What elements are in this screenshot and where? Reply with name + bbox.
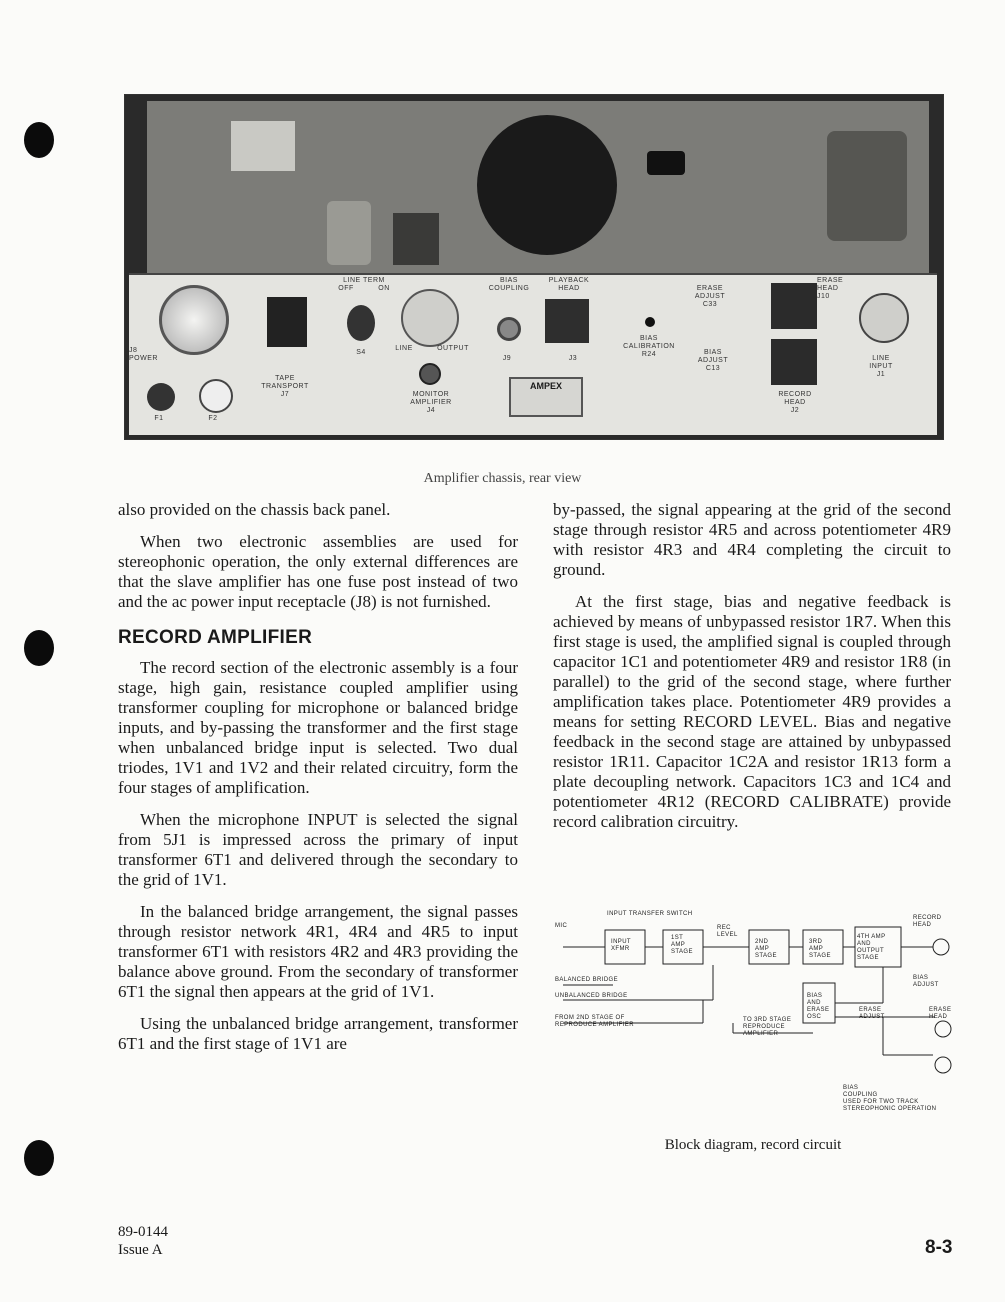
- paragraph: Using the unbalanced bridge arrangement, transformer 6T1 and the first stage of 1V1 are: [118, 1014, 518, 1053]
- to-3rd-stage-label: TO 3RD STAGE REPRODUCE AMPLIFIER: [743, 1017, 792, 1037]
- input-transformer-can: [827, 131, 907, 241]
- label-on: ON: [378, 285, 390, 292]
- second-amp-label: 2ND AMP STAGE: [755, 939, 777, 959]
- paragraph: by-passed, the signal appearing at the grid of the second stage through resistor 4R5 and across potentiometer 4R9 with resistor 4R3 and 4R4 completing the circuit to ground.: [553, 500, 951, 579]
- bias-adjust-label: BIAS ADJUST: [913, 975, 939, 988]
- label-monitor-amplifier: MONITOR AMPLIFIER J4: [410, 391, 452, 414]
- nameplate: [509, 377, 583, 417]
- amplifier-chassis-photo: [124, 94, 944, 440]
- nameplate-text: AMPEX: [529, 381, 562, 391]
- label-j9: J9: [502, 355, 512, 362]
- doc-number: 89-0144: [118, 1224, 168, 1240]
- input-xfmr-label: INPUT XFMR: [611, 939, 631, 952]
- page-number: 8-3: [925, 1237, 953, 1258]
- label-playback-head: PLAYBACK HEAD: [548, 277, 590, 292]
- j1-line-input[interactable]: [859, 293, 909, 343]
- issue-label: Issue A: [118, 1242, 163, 1258]
- j10-erase-head[interactable]: [771, 283, 817, 329]
- label-line-term: LINE TERM: [343, 277, 385, 284]
- binder-hole-middle: [24, 630, 54, 666]
- line-output-connector[interactable]: [401, 289, 459, 347]
- paragraph: At the first stage, bias and negative feedback is achieved by means of unbypassed resistor 1R7. When this first stage is used, the amplified signal is coupled through capacitor 1C1 and potentiometer 4R9 and resistor 1R8 (in parallel) to the grid of the second stage, where further amplification takes place. Potentiometer 4R9 provides a means for setting RECORD LEVEL. Bias and negative feedback in the second stage are attained by unbypassed resistor 1R11. Capacitor 1C2A and resistor 1R13 form a plate decoupling network. Capacitors 1C3 and 1C4 and potentiometer 4R12 (RECORD CALIBRATE) provide record calibration circuitry.: [553, 592, 951, 831]
- record-block-diagram: [553, 905, 963, 1125]
- right-column: [553, 500, 951, 844]
- photo-caption: Amplifier chassis, rear view: [423, 471, 582, 486]
- from-2nd-stage-label: FROM 2ND STAGE OF REPRODUCE AMPLIFIER: [555, 1015, 634, 1028]
- label-erase-adjust: ERASE ADJUST C33: [694, 285, 726, 308]
- balanced-bridge-label: BALANCED BRIDGE: [555, 977, 619, 983]
- fuse-f2[interactable]: [199, 379, 233, 413]
- label-bias-coupling: BIAS COUPLING: [488, 277, 530, 292]
- fuse-f1[interactable]: [147, 383, 175, 411]
- binder-hole-bottom: [24, 1140, 54, 1176]
- j3-playback-head[interactable]: [545, 299, 589, 343]
- label-record-head: RECORD HEAD J2: [778, 391, 812, 414]
- bias-coupling-note: BIAS COUPLING USED FOR TWO TRACK STEREOPHONIC OPERATION: [843, 1085, 937, 1112]
- label-f1: F1: [154, 415, 164, 422]
- tube-socket: [647, 151, 685, 175]
- bias-erase-osc-label: BIAS AND ERASE OSC: [807, 993, 830, 1020]
- binder-hole-top: [24, 122, 54, 158]
- block-dark: [393, 213, 439, 265]
- bias-calibration-pot[interactable]: [645, 317, 655, 327]
- tape-transport-connector[interactable]: [267, 297, 307, 347]
- rear-panel: [129, 273, 937, 435]
- label-output: OUTPUT: [437, 345, 469, 352]
- label-tape-transport: TAPE TRANSPORT J7: [261, 375, 309, 398]
- paragraph: When two electronic assemblies are used for stereophonic operation, the only external differences are that the slave amplifier has one fuse post instead of two and the ac power input receptacle (J8) is not furnished.: [118, 532, 518, 611]
- label-line-input: LINE INPUT J1: [869, 355, 893, 378]
- unbalanced-bridge-label: UNBALANCED BRIDGE: [555, 993, 628, 999]
- label-bias-adjust: BIAS ADJUST C13: [697, 349, 729, 372]
- fourth-amp-box: [855, 927, 901, 967]
- label-f2: F2: [208, 415, 218, 422]
- label-j3: J3: [568, 355, 578, 362]
- record-head-label: RECORD HEAD: [913, 915, 942, 928]
- footer-left: [118, 1223, 168, 1259]
- capacitor-left: [327, 201, 371, 265]
- left-column: [118, 500, 518, 1066]
- paragraph: In the balanced bridge arrangement, the signal passes through resistor network 4R1, 4R4 and 4R5 to input transformer 6T1 with resistors 4R2 and 4R3 providing the balance above ground. From the secondary of transformer 6T1 the signal then appears at the grid of 1V1.: [118, 902, 518, 1001]
- paragraph: The record section of the electronic assembly is a four stage, high gain, resistance coupled amplifier using transformer coupling for microphone or balanced bridge inputs, and by-passing the transformer and the first stage when unbalanced bridge input is selected. Two dual triodes, 1V1 and 1V2 and their related circuitry, form the four stages of amplification.: [118, 658, 518, 797]
- label-s4: S4: [356, 349, 366, 356]
- mic-label: MIC: [555, 923, 568, 929]
- paragraph: When the microphone INPUT is selected the signal from 5J1 is impressed across the primary of input transformer 6T1 and delivered through the secondary to the grid of 1V1.: [118, 810, 518, 889]
- label-bias-calibration: BIAS CALIBRATION R24: [623, 335, 675, 358]
- diagram-caption: Block diagram, record circuit: [664, 1137, 842, 1153]
- j4-monitor-jack[interactable]: [419, 363, 441, 385]
- chassis-interior: [147, 101, 929, 273]
- fourth-amp-label: 4TH AMP AND OUTPUT STAGE: [857, 934, 886, 961]
- relay-block: [231, 121, 295, 171]
- label-erase-head: ERASE HEAD J10: [817, 277, 844, 300]
- label-j8-power: J8 POWER: [129, 347, 158, 362]
- section-heading: RECORD AMPLIFIER: [118, 627, 313, 648]
- large-transformer-disc: [477, 115, 617, 255]
- rec-level-label: REC LEVEL: [717, 925, 738, 938]
- j9-bias-coupling[interactable]: [497, 317, 521, 341]
- third-amp-label: 3RD AMP STAGE: [809, 939, 831, 959]
- label-line: LINE: [395, 345, 413, 352]
- j8-power-receptacle[interactable]: [159, 285, 229, 355]
- erase-head-label: ERASE HEAD: [929, 1007, 952, 1020]
- paragraph: also provided on the chassis back panel.: [118, 500, 391, 519]
- input-transfer-switch-label: INPUT TRANSFER SWITCH: [607, 911, 693, 917]
- s4-switch[interactable]: [347, 305, 375, 341]
- block-diagram-svg: [553, 905, 963, 1125]
- j2-record-head[interactable]: [771, 339, 817, 385]
- erase-adjust-label: ERASE ADJUST: [859, 1007, 885, 1020]
- first-amp-label: 1ST AMP STAGE: [671, 935, 693, 955]
- label-off: OFF: [338, 285, 354, 292]
